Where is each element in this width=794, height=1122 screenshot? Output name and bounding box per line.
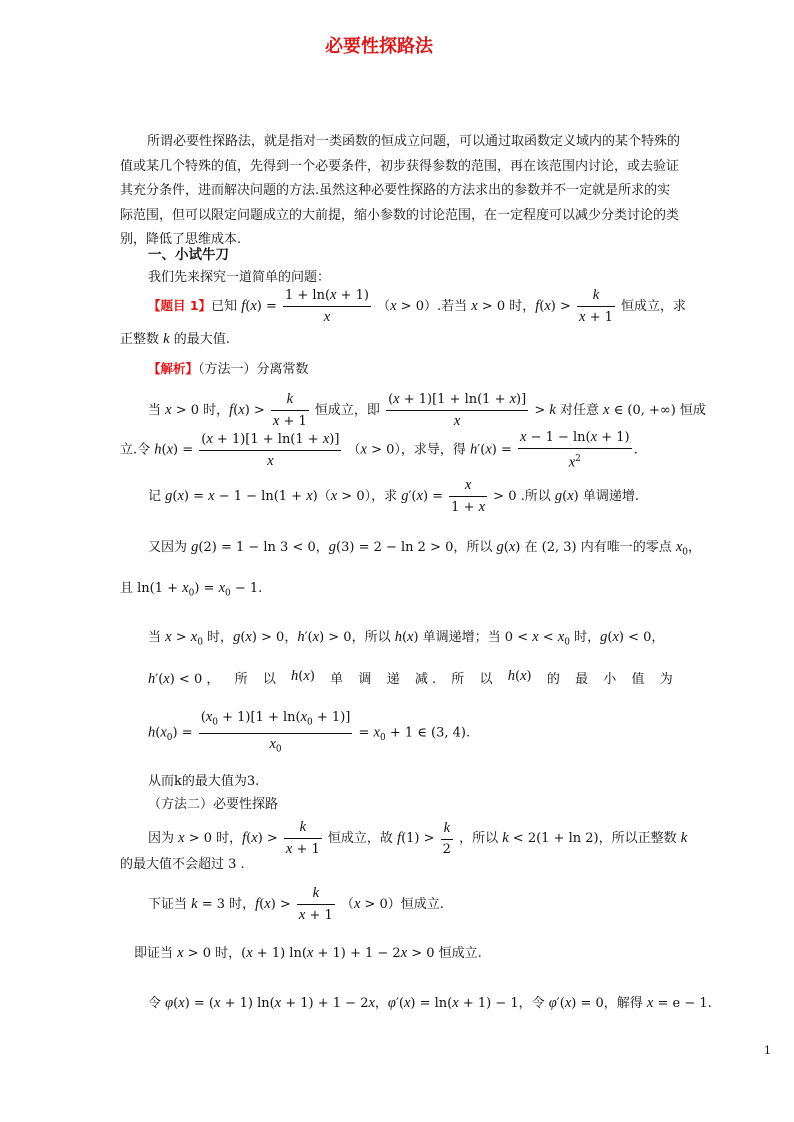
problem-tag: 【题目 1】 <box>148 298 212 313</box>
method-2-line-2: 的最大值不会超过 3 . <box>120 857 245 872</box>
problem-1-line-1: 【题目 1】已知 f(x) = $\frac{1 + \ln(x + 1)}{x}$ （x > 0）.若当 x > 0 时，f(x) > $\frac{k}{x + 1}$ 恒成立，求 <box>148 287 687 325</box>
intro-paragraph: 所谓必要性探路法，就是指对一类函数的恒成立问题，可以通过取函数定义域内的某个特殊的值或某几个特殊的值，先得到一个必要条件，初步获得参数的范围，再在该范围内讨论，或去验证其充分条件，进而解决问题的方法.虽然这种必要性探路的方法求出的参数并不一定就是所求的实际范围，但可以限定问题成立的大前提，缩小参数的讨论范围，在一定程度可以减少分类讨论的类别，降低了思维成本. <box>120 134 681 247</box>
method-2-label: （方法二）必要性探路 <box>148 797 279 812</box>
section-heading: 一、小试牛刀 <box>148 247 229 263</box>
lead-sentence: 我们先来探究一道简单的问题： <box>148 270 331 285</box>
method-2-line-4: 即证当 x > 0 时，(x + 1) ln(x + 1) + 1 − 2x > 0 恒成立. <box>134 945 482 961</box>
conclusion-line: 从而k的最大值为3. <box>148 774 260 789</box>
solution-line-7: h′(x) < 0 ， 所 以 h(x) 单 调 递 减 . 所 以 h(x) 的 最 小 值 为 <box>148 668 673 687</box>
method-2-line-1: 因为 x > 0 时，f(x) > $\frac{k}{x + 1}$ 恒成立，故 f(1) > $\frac{k}{2}$ ，所以 k < 2(1 + ln 2)，所以正整数 k <box>148 819 688 857</box>
solution-line-5: 且 $\ln(1 + x_0) = x_0 - 1$. <box>120 580 263 599</box>
method-2-line-3: 下证当 k = 3 时，f(x) > $\frac{k}{x + 1}$ （x > 0）恒成立. <box>148 885 444 923</box>
solution-tag: 【解析】 <box>148 361 199 376</box>
solution-line-6: 当 $x > x_0$ 时，g(x) > 0，h′(x) > 0，所以 h(x) 单调递增；当 $0 < x < x_0$ 时，g(x) < 0， <box>148 629 665 648</box>
method-1-label: （方法一）分离常数 <box>198 362 309 377</box>
problem-1-line-2: 正整数 k 的最大值. <box>120 331 230 347</box>
solution-header <box>148 358 309 377</box>
solution-line-3: 记 g(x) = x − 1 − ln(1 + x)（x > 0），求 g′(x) = $\frac{x}{1 + x}$ > 0 .所以 g(x) 单调递增. <box>148 477 639 515</box>
solution-line-4: 又因为 g(2) = 1 − ln 3 < 0，g(3) = 2 − ln 2 > 0，所以 g(x) 在 (2, 3) 内有唯一的零点 $x_0$， <box>148 539 702 558</box>
page-number: 1 <box>764 1044 771 1057</box>
page-title: 必要性探路法 <box>325 36 433 57</box>
solution-line-8: $h(x_0)$ = $\frac{(x_0 + 1)[1 + \ln(x_0 + 1)]}{x_0}$ = $x_0 + 1$ ∈ (3, 4). <box>148 709 471 755</box>
method-2-line-5: 令 φ(x) = (x + 1) ln(x + 1) + 1 − 2x，φ′(x) = ln(x + 1) − 1，令 φ′(x) = 0，解得 x = e − 1. <box>148 995 712 1011</box>
solution-line-1: 当 x > 0 时，f(x) > $\frac{k}{x + 1}$ 恒成立，即 $\frac{(x + 1)[1 + \ln(1 + x)]}{x}$ > k 对任意 x ∈ (0, +∞) 恒成 <box>148 391 706 429</box>
solution-line-2: 立.令 h(x) = $\frac{(x + 1)[1 + \ln(1 + x)]}{x}$ （x > 0），求导，得 h′(x) = $\frac{x - 1 - \ln(x + 1)}{x^2}$ . <box>120 429 638 471</box>
